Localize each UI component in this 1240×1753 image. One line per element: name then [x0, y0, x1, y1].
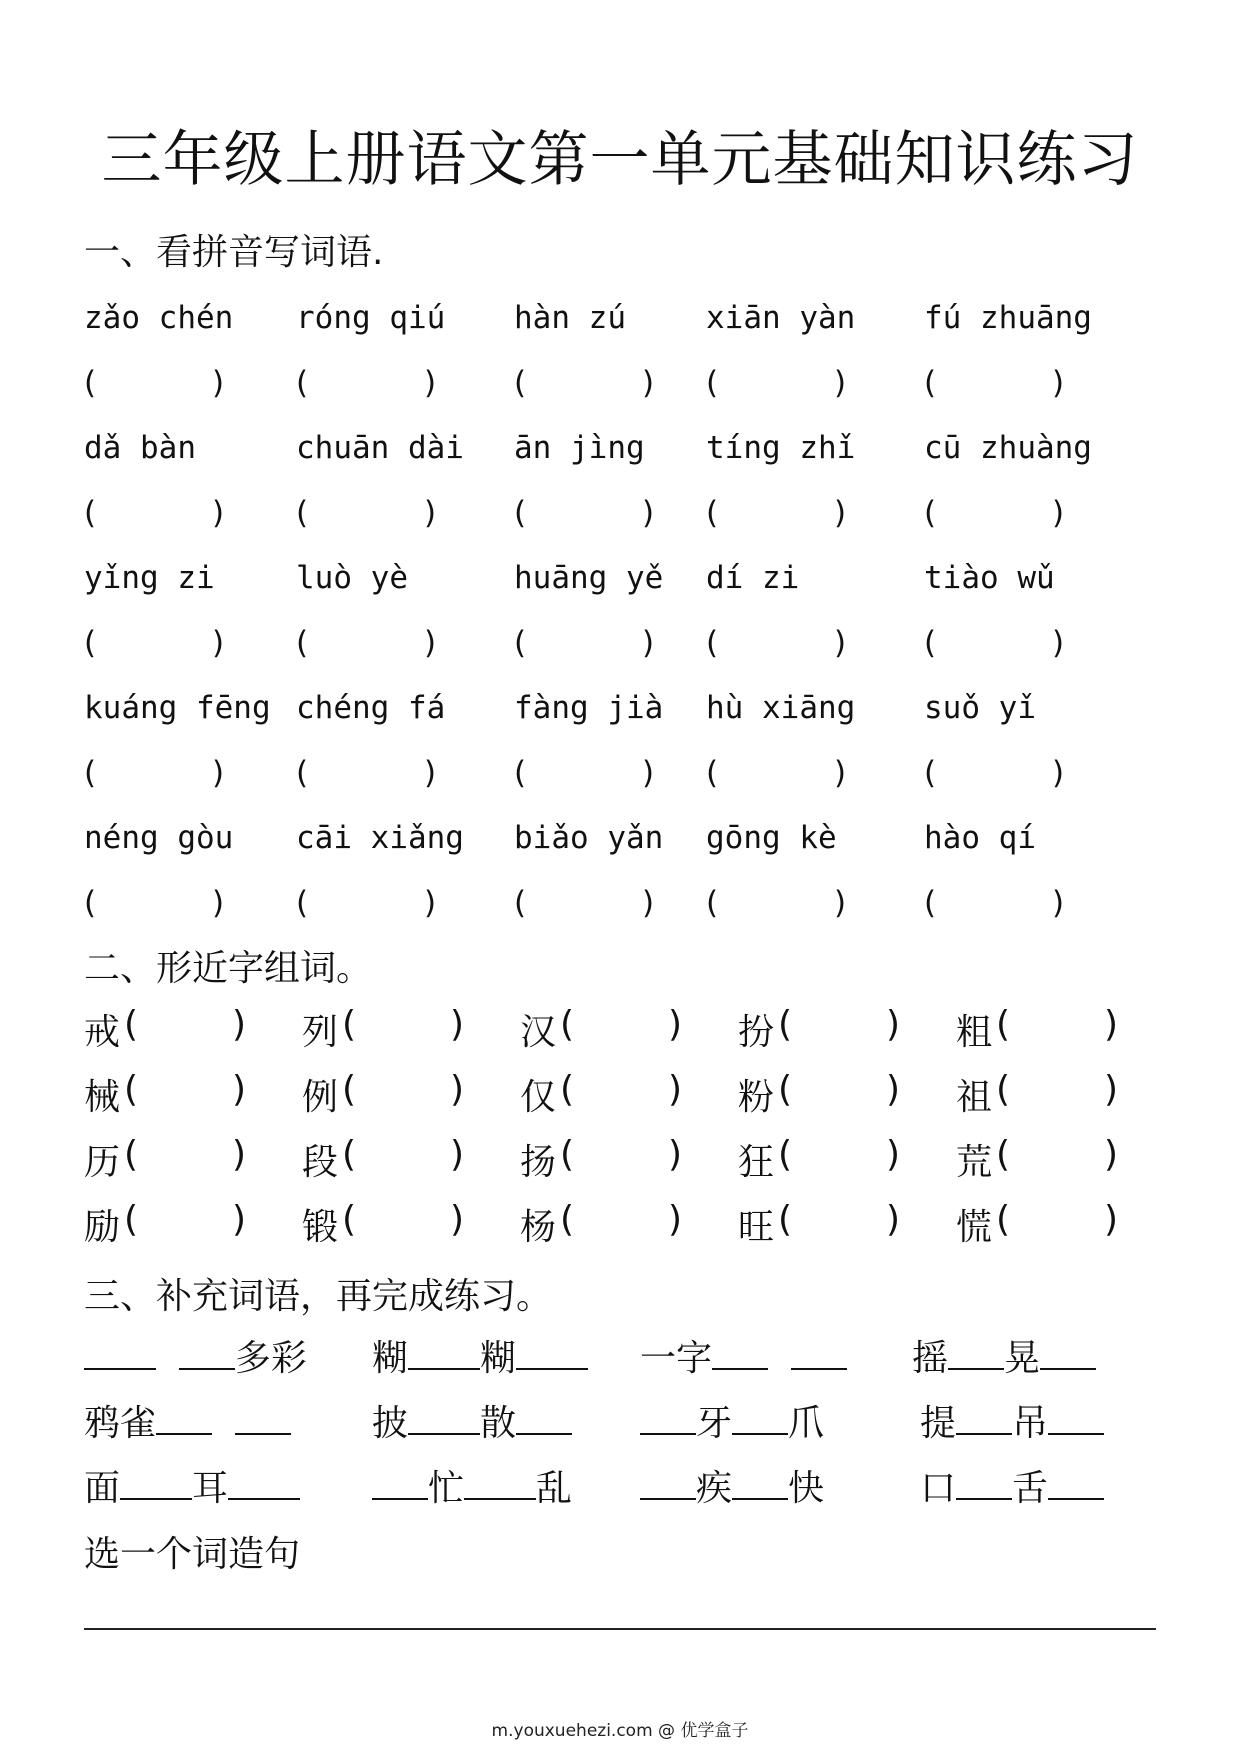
base-character: 段 [302, 1142, 339, 1183]
char-row [84, 1004, 1164, 1069]
pinyin-word: gōng kè [706, 820, 837, 856]
paren-close: ) [1052, 365, 1065, 401]
paren-close: ) [642, 495, 655, 531]
paren-close: ) [212, 625, 225, 661]
pinyin-word: biǎo yǎn [514, 820, 664, 856]
paren-open: ( [996, 1004, 1011, 1045]
paren-open: ( [514, 625, 527, 661]
paren-open: ( [778, 1199, 793, 1240]
paren-close: ) [834, 885, 847, 921]
paren-open: ( [996, 1069, 1011, 1110]
pinyin-row [84, 300, 1164, 365]
paren-close: ) [450, 1004, 465, 1045]
paren-close: ) [424, 755, 437, 791]
paren-open: ( [342, 1199, 357, 1240]
paren-open: ( [514, 755, 527, 791]
paren-open: ( [296, 755, 309, 791]
paren-open: ( [706, 365, 719, 401]
paren-open: ( [296, 365, 309, 401]
base-character: 仅 [520, 1077, 557, 1118]
paren-open: ( [342, 1004, 357, 1045]
paren-close: ) [450, 1069, 465, 1110]
paren-open: ( [296, 495, 309, 531]
pinyin-grid [84, 300, 1164, 950]
fill-item[interactable]: 鸦雀 [84, 1395, 291, 1446]
paren-close: ) [834, 495, 847, 531]
base-character: 粗 [956, 1012, 993, 1053]
paren-open: ( [84, 755, 97, 791]
paren-close: ) [886, 1134, 901, 1175]
paren-open: ( [124, 1199, 139, 1240]
fill-item[interactable]: 牙 爪 [640, 1395, 824, 1446]
paren-open: ( [84, 625, 97, 661]
pinyin-word: chuān dài [296, 430, 464, 466]
paren-close: ) [1104, 1004, 1119, 1045]
paren-open: ( [560, 1199, 575, 1240]
fill-item[interactable]: 忙 乱 [372, 1460, 572, 1511]
paren-close: ) [212, 365, 225, 401]
paren-open: ( [924, 625, 937, 661]
paren-open: ( [706, 885, 719, 921]
page-title: 三年级上册语文第一单元基础知识练习 [101, 125, 1139, 195]
paren-close: ) [1052, 495, 1065, 531]
fill-item[interactable]: 摇 晃 [912, 1330, 1096, 1381]
paren-open: ( [296, 885, 309, 921]
pinyin-row [84, 690, 1164, 755]
paren-close: ) [424, 885, 437, 921]
base-character: 慌 [956, 1207, 993, 1248]
paren-close: ) [886, 1004, 901, 1045]
fill-item[interactable]: 面 耳 [84, 1460, 300, 1511]
paren-close: ) [668, 1199, 683, 1240]
fill-item[interactable]: 披 散 [372, 1395, 572, 1446]
fill-item[interactable]: 疾 快 [640, 1460, 824, 1511]
pinyin-word: huāng yě [514, 560, 664, 596]
paren-open: ( [996, 1134, 1011, 1175]
paren-close: ) [1104, 1069, 1119, 1110]
paren-open: ( [342, 1134, 357, 1175]
base-character: 戒 [84, 1012, 121, 1053]
pinyin-word: zǎo chén [84, 300, 234, 336]
paren-close: ) [212, 495, 225, 531]
paren-close: ) [668, 1004, 683, 1045]
pinyin-word: kuáng fēng [84, 690, 271, 726]
base-character: 例 [302, 1077, 339, 1118]
paren-close: ) [642, 625, 655, 661]
paren-close: ) [668, 1134, 683, 1175]
fill-item[interactable]: 一字 [640, 1330, 847, 1381]
paren-open: ( [924, 365, 937, 401]
paren-open: ( [296, 625, 309, 661]
paren-open: ( [84, 885, 97, 921]
paren-open: ( [124, 1069, 139, 1110]
paren-open: ( [924, 885, 937, 921]
paren-open: ( [778, 1134, 793, 1175]
similar-char-grid [84, 1004, 1164, 1264]
base-character: 扮 [738, 1012, 775, 1053]
section-3-heading: 三、补充词语，再完成练习。 [84, 1276, 553, 1317]
pinyin-word: suǒ yǐ [924, 690, 1036, 726]
base-character: 杨 [520, 1207, 557, 1248]
paren-close: ) [212, 885, 225, 921]
answer-row [84, 755, 1164, 820]
base-character: 械 [84, 1077, 121, 1118]
base-character: 旺 [738, 1207, 775, 1248]
pinyin-word: hào qí [924, 820, 1036, 856]
pinyin-word: xiān yàn [706, 300, 856, 336]
pinyin-word: néng gòu [84, 820, 234, 856]
fill-item[interactable]: 糊 糊 [372, 1330, 588, 1381]
paren-open: ( [706, 625, 719, 661]
paren-open: ( [514, 495, 527, 531]
pinyin-word: róng qiú [296, 300, 446, 336]
paren-open: ( [124, 1134, 139, 1175]
paren-close: ) [642, 885, 655, 921]
pinyin-row [84, 560, 1164, 625]
paren-open: ( [924, 755, 937, 791]
pinyin-word: hàn zú [514, 300, 626, 336]
answer-row [84, 365, 1164, 430]
pinyin-word: fàng jià [514, 690, 664, 726]
pinyin-word: fú zhuāng [924, 300, 1092, 336]
paren-close: ) [232, 1199, 247, 1240]
paren-close: ) [424, 365, 437, 401]
paren-close: ) [886, 1069, 901, 1110]
base-character: 历 [84, 1142, 121, 1183]
paren-open: ( [84, 365, 97, 401]
answer-row [84, 625, 1164, 690]
pinyin-word: cū zhuàng [924, 430, 1092, 466]
base-character: 荒 [956, 1142, 993, 1183]
paren-close: ) [642, 365, 655, 401]
paren-open: ( [996, 1199, 1011, 1240]
section-2-heading: 二、形近字组词。 [84, 948, 373, 989]
pinyin-word: chéng fá [296, 690, 446, 726]
pinyin-word: tiào wǔ [924, 560, 1055, 596]
char-row [84, 1134, 1164, 1199]
base-character: 狂 [738, 1142, 775, 1183]
paren-close: ) [1052, 755, 1065, 791]
paren-close: ) [232, 1134, 247, 1175]
footer-watermark: m.youxuehezi.com @ 优学盒子 [491, 1721, 749, 1741]
pinyin-word: tíng zhǐ [706, 430, 856, 466]
paren-close: ) [1052, 625, 1065, 661]
paren-open: ( [706, 495, 719, 531]
answer-line[interactable] [84, 1628, 1156, 1630]
paren-close: ) [424, 495, 437, 531]
base-character: 汉 [520, 1012, 557, 1053]
paren-open: ( [124, 1004, 139, 1045]
paren-close: ) [834, 755, 847, 791]
paren-close: ) [450, 1134, 465, 1175]
paren-open: ( [84, 495, 97, 531]
char-row [84, 1199, 1164, 1264]
fill-item[interactable]: 多彩 [84, 1330, 307, 1381]
paren-open: ( [560, 1004, 575, 1045]
pinyin-word: cāi xiǎng [296, 820, 464, 856]
pinyin-word: dǎ bàn [84, 430, 196, 466]
paren-close: ) [1104, 1199, 1119, 1240]
paren-open: ( [924, 495, 937, 531]
paren-close: ) [834, 625, 847, 661]
pinyin-word: yǐng zi [84, 560, 215, 596]
paren-open: ( [514, 885, 527, 921]
pinyin-word: hù xiāng [706, 690, 856, 726]
pinyin-word: ān jìng [514, 430, 645, 466]
paren-close: ) [886, 1199, 901, 1240]
section-1-heading: 一、看拼音写词语. [84, 232, 384, 273]
base-character: 粉 [738, 1077, 775, 1118]
paren-close: ) [212, 755, 225, 791]
paren-open: ( [778, 1004, 793, 1045]
paren-open: ( [342, 1069, 357, 1110]
paren-close: ) [668, 1069, 683, 1110]
base-character: 励 [84, 1207, 121, 1248]
paren-close: ) [450, 1199, 465, 1240]
fill-item[interactable]: 提 吊 [920, 1395, 1104, 1446]
base-character: 列 [302, 1012, 339, 1053]
paren-open: ( [778, 1069, 793, 1110]
paren-close: ) [232, 1069, 247, 1110]
sentence-task-label: 选一个词造句 [84, 1534, 301, 1575]
paren-open: ( [514, 365, 527, 401]
paren-close: ) [834, 365, 847, 401]
paren-close: ) [642, 755, 655, 791]
paren-open: ( [560, 1069, 575, 1110]
paren-close: ) [424, 625, 437, 661]
paren-close: ) [232, 1004, 247, 1045]
pinyin-word: luò yè [296, 560, 408, 596]
base-character: 锻 [302, 1207, 339, 1248]
paren-close: ) [1104, 1134, 1119, 1175]
base-character: 扬 [520, 1142, 557, 1183]
paren-open: ( [706, 755, 719, 791]
fill-item[interactable]: 口 舌 [920, 1460, 1104, 1511]
char-row [84, 1069, 1164, 1134]
base-character: 祖 [956, 1077, 993, 1118]
pinyin-row [84, 430, 1164, 495]
pinyin-word: dí zi [706, 560, 800, 596]
answer-row [84, 495, 1164, 560]
paren-close: ) [1052, 885, 1065, 921]
pinyin-row [84, 820, 1164, 885]
paren-open: ( [560, 1134, 575, 1175]
